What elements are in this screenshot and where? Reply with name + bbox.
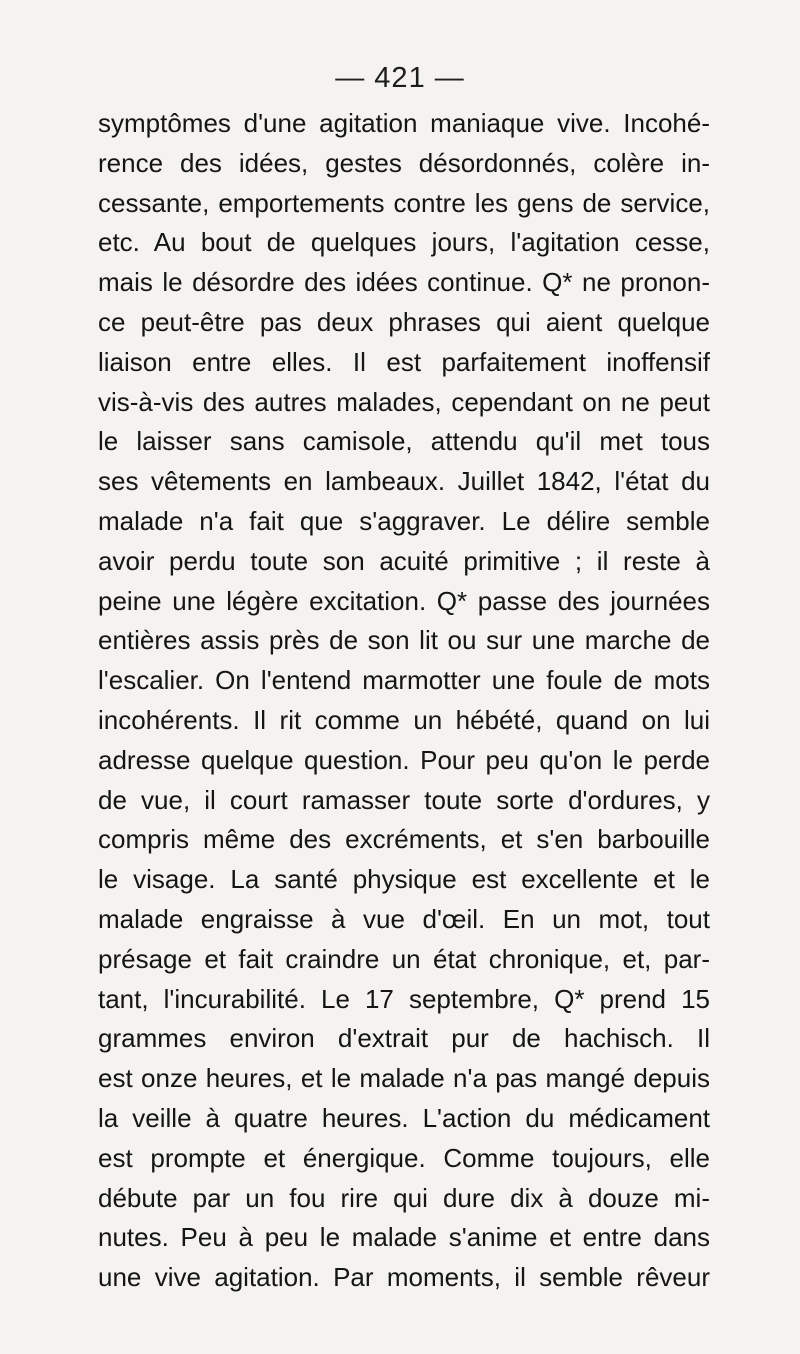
text-line: peine une légère excitation. Q* passe des journées: [98, 585, 710, 616]
text-line: malade n'a fait que s'aggraver. Le délire semble: [98, 505, 710, 536]
text-line: incohérents. Il rit comme un hébété, quand on lui: [98, 704, 710, 735]
text-line: malade engraisse à vue d'œil. En un mot, tout: [98, 903, 710, 934]
text-line: nutes. Peu à peu le malade s'anime et entre dans: [98, 1222, 710, 1253]
text-line: entières assis près de son lit ou sur une marche de: [98, 625, 710, 656]
text-line: etc. Au bout de quelques jours, l'agitation cesse,: [98, 227, 710, 258]
text-line: compris même des excréments, et s'en barbouille: [98, 824, 710, 855]
text-line: vis-à-vis des autres malades, cependant on ne peut: [98, 386, 710, 417]
text-line: de vue, il court ramasser toute sorte d'ordures, y: [98, 784, 710, 815]
page-number: — 421 —: [335, 62, 465, 94]
text-line: une vive agitation. Par moments, il semble rêveur: [98, 1262, 710, 1293]
text-line: ce peut-être pas deux phrases qui aient quelque: [98, 306, 710, 337]
text-line: présage et fait craindre un état chronique, et, par-: [98, 943, 710, 974]
text-line: mais le désordre des idées continue. Q* ne pronon-: [98, 267, 710, 298]
body-text: [98, 104, 710, 1298]
text-line: débute par un fou rire qui dure dix à douze mi-: [98, 1182, 710, 1213]
text-line: grammes environ d'extrait pur de hachisch. Il: [98, 1023, 710, 1054]
text-line: rence des idées, gestes désordonnés, colère in-: [98, 147, 710, 178]
text-line: le visage. La santé physique est excellente et le: [98, 864, 710, 895]
text-line: tant, l'incurabilité. Le 17 septembre, Q* prend 15: [98, 983, 710, 1014]
text-line: ses vêtements en lambeaux. Juillet 1842, l'état du: [98, 466, 710, 497]
text-line: liaison entre elles. Il est parfaitement inoffensif: [98, 346, 710, 377]
text-line: avoir perdu toute son acuité primitive ; il reste à: [98, 545, 710, 576]
text-line: est prompte et énergique. Comme toujours, elle: [98, 1142, 710, 1173]
text-line: symptômes d'une agitation maniaque vive. Incohé-: [98, 108, 710, 138]
text-line: est onze heures, et le malade n'a pas mangé depuis: [98, 1063, 710, 1094]
text-line: la veille à quatre heures. L'action du médicament: [98, 1102, 710, 1133]
text-line: l'escalier. On l'entend marmotter une foule de mots: [98, 665, 710, 696]
text-line: cessante, emportements contre les gens de service,: [98, 187, 710, 218]
text-line: le laisser sans camisole, attendu qu'il met tous: [98, 426, 710, 457]
text-line: adresse quelque question. Pour peu qu'on le perde: [98, 744, 710, 775]
